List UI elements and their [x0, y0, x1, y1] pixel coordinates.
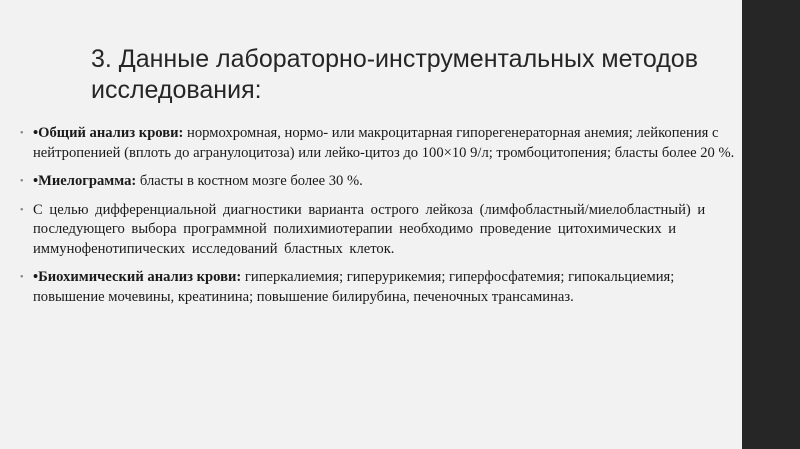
item-text: С целью дифференциальной диагностики варианта острого лейкоза (лимфобластный/миелобластный) и последующего выбора программной полихимиотерапии необходимо проведение цитохимических и иммунофенотипических исследований бластных клеток. [33, 201, 706, 257]
item-heading: •Миелограмма: [33, 173, 137, 189]
slide-content [20, 124, 740, 316]
item-text: нормохромная, нормо- или макроцитарная гипорегенераторная анемия; лейкопения с нейтропенией (вплоть до агранулоцитоза) или лейко-цитоз до 100×10 9/л; тромбоцитопения; бласты более 20 %. [33, 125, 735, 161]
bullet-icon: • [20, 272, 24, 283]
side-bar [742, 0, 800, 449]
bullet-icon: • [20, 176, 24, 187]
slide-title: 3. Данные лабораторно-инструментальных методов исследования: [91, 45, 698, 104]
bullet-icon: • [20, 204, 24, 216]
list-item-blood-test [20, 124, 740, 163]
list-item-biochemistry [20, 268, 740, 307]
list-item-myelogram [20, 172, 740, 192]
item-heading: •Общий анализ крови: [33, 125, 184, 141]
item-text: бласты в костном мозге более 30 %. [136, 173, 363, 189]
list-item-differential-diagnosis [20, 201, 740, 260]
item-text: гиперкалиемия; гиперурикемия; гиперфосфатемия; гипокальциемия; повышение мочевины, креатинина; повышение билирубина, печеночных трансаминаз. [33, 269, 675, 305]
item-heading: •Биохимический анализ крови: [33, 269, 242, 285]
bullet-icon: • [20, 128, 24, 139]
